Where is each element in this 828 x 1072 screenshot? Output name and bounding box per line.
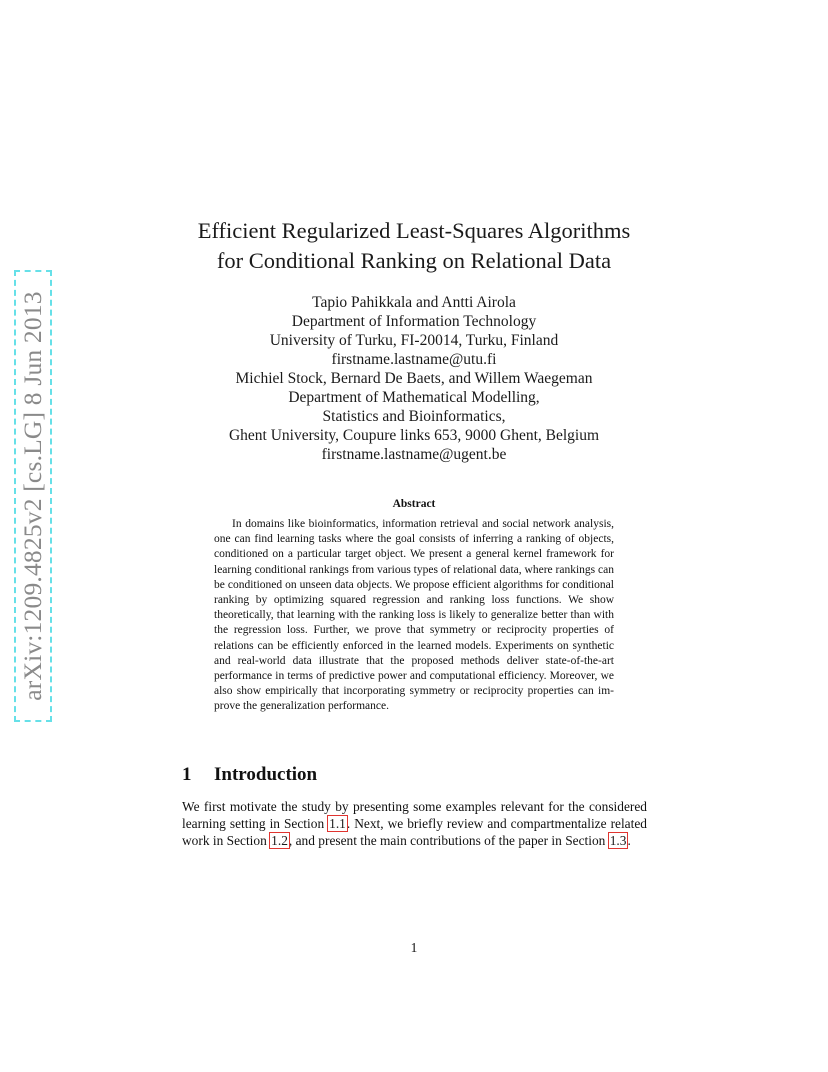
section-ref-link-1-1[interactable]: 1.1 bbox=[329, 816, 346, 831]
paper-title bbox=[0, 216, 828, 276]
author-block bbox=[0, 293, 828, 464]
section-ref-link-1-3[interactable]: 1.3 bbox=[609, 833, 627, 848]
affiliation-dept-2-cont: Statistics and Bioinformatics, bbox=[322, 408, 506, 425]
section-heading bbox=[182, 762, 317, 788]
intro-text-1: We first motivate the study by presenting some examples relevant for the considered learning setting in Section bbox=[182, 799, 647, 831]
section-ref-link-1-2[interactable]: 1.2 bbox=[271, 833, 288, 848]
affiliation-univ-2: Ghent University, Coupure links 653, 9000 Ghent, Belgium bbox=[228, 427, 600, 444]
title-line-2: for Conditional Ranking on Relational Data bbox=[216, 248, 612, 273]
page-number: 1 bbox=[410, 940, 418, 955]
intro-text-3: , and present the main contributions of the paper in Section bbox=[288, 833, 609, 848]
intro-paragraph bbox=[182, 798, 647, 849]
abstract-heading: Abstract bbox=[392, 498, 436, 510]
author-names-1: Tapio Pahikkala and Antti Airola bbox=[312, 294, 516, 311]
intro-text-2: . Next, we briefly review and compartmentalize related work in Section bbox=[182, 816, 647, 848]
author-email-1: firstname.lastname@utu.fi bbox=[331, 351, 497, 368]
section-number: 1 bbox=[182, 764, 192, 785]
affiliation-dept-1: Department of Information Technology bbox=[291, 313, 537, 330]
affiliation-dept-2: Department of Mathematical Modelling, bbox=[288, 389, 540, 406]
abstract-text: In domains like bioinformatics, information retrieval and social network analysis, one can find learning tasks where the goal consists of inferring a ranking of objects, conditioned on a particular target object. We present a general kernel framework for learning conditional rankings from various types of relational data, where rankings can be conditioned on unseen data objects. We propose efficient algorithms for conditional ranking by optimizing squared regression and ranking loss functions. We show theoretically, that learning with the ranking loss is likely to generalize better than with the regression loss. Further, we prove that symmetry or reciprocity properties of relations can be efficiently enforced in the learned models. Experiments on synthetic and real-world data illustrate that the proposed methods deliver state-of-the-art performance in terms of predictive power and computational efficiency. Moreover, we also show empirically that incorporating symmetry or reciprocity properties can improve the generalization performance. bbox=[214, 518, 614, 713]
intro-text-4: . bbox=[627, 833, 631, 848]
author-names-2: Michiel Stock, Bernard De Baets, and Willem Waegeman bbox=[235, 370, 593, 387]
arxiv-identifier: arXiv:1209.4825v2 [cs.LG] 8 Jun 2013 bbox=[18, 291, 47, 701]
affiliation-univ-1: University of Turku, FI-20014, Turku, Finland bbox=[269, 332, 559, 349]
author-email-2: firstname.lastname@ugent.be bbox=[321, 446, 507, 463]
title-line-1: Efficient Regularized Least-Squares Algorithms bbox=[197, 218, 631, 243]
section-title: Introduction bbox=[214, 764, 318, 785]
